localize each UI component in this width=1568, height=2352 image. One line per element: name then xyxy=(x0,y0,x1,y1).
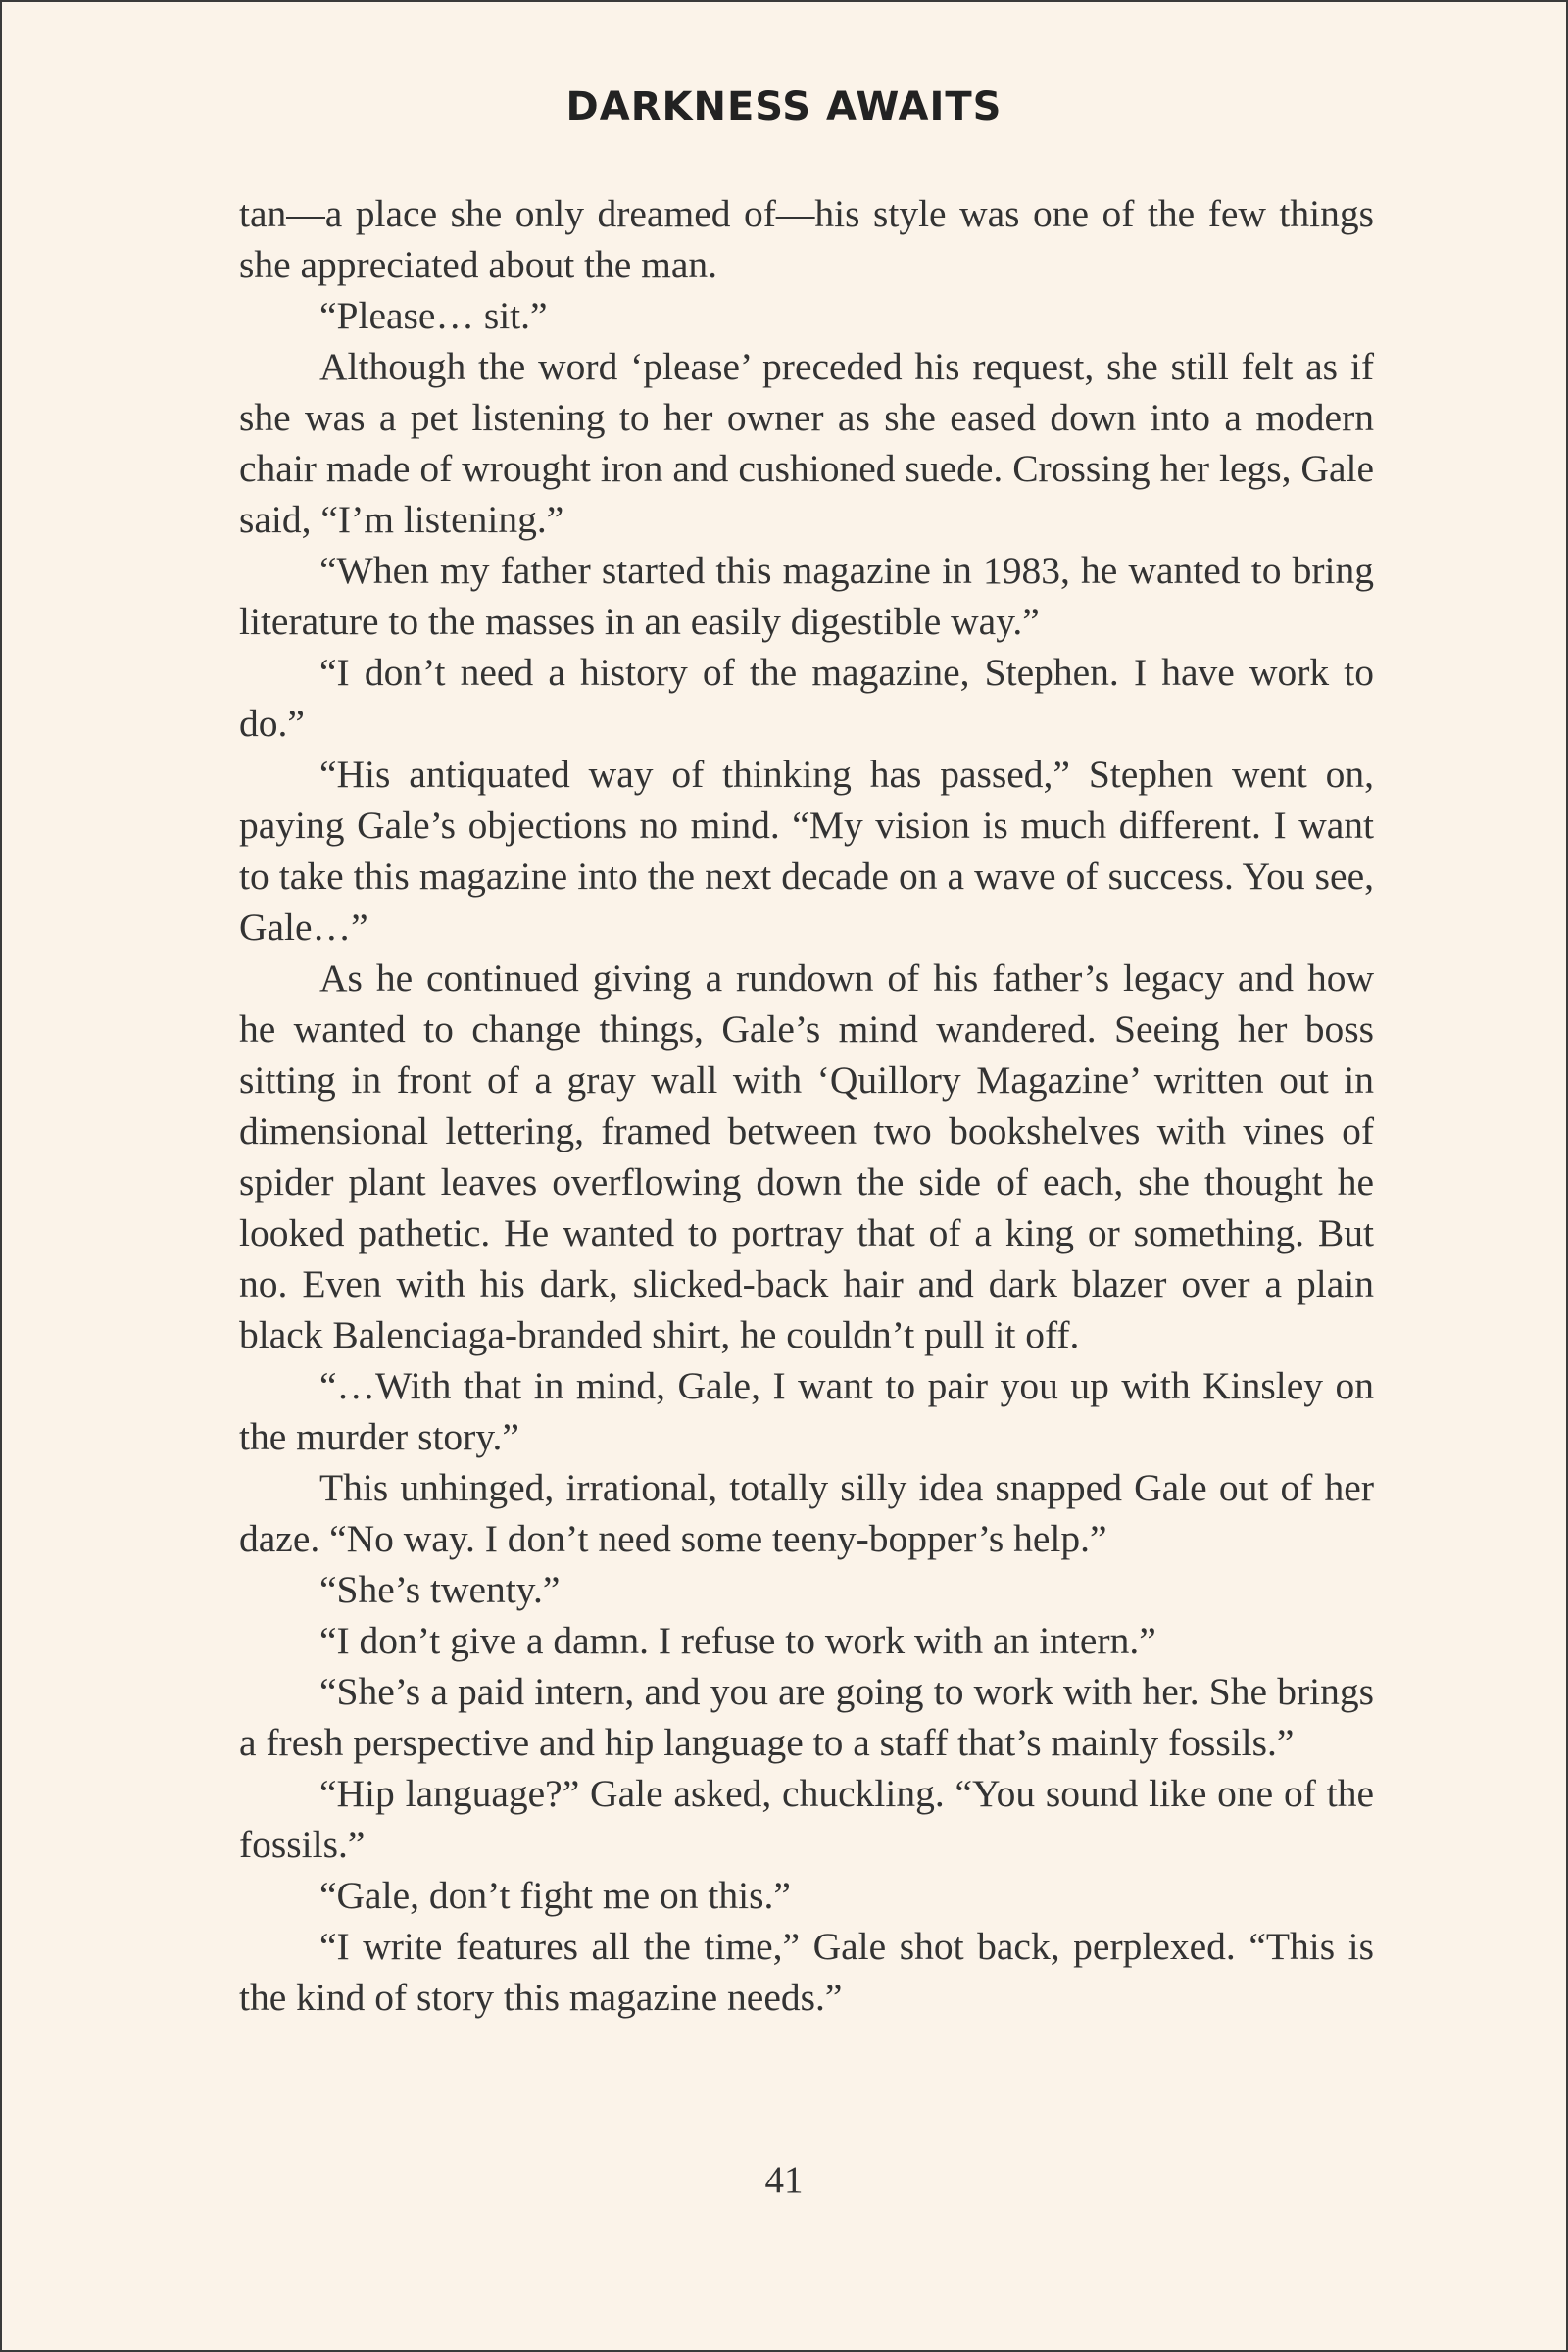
paragraph: As he continued giving a rundown of his father’s legacy and how he wanted to change things, Gale’s mind wandered. Seeing her boss sitting in front of a gray wall with ‘Quillory Magazine’ written out in dimensional lettering, framed between two bookshelves with vines of spider plant leaves overflowing down the side of each, she thought he looked pathetic. He wanted to portray that of a king or something. But no. Even with his dark, slicked-back hair and dark blazer over a plain black Balenciaga-branded shirt, he couldn’t pull it off. xyxy=(239,956,1374,1356)
body-text xyxy=(239,188,1374,2023)
paragraph: “Gale, don’t fight me on this.” xyxy=(319,1874,791,1917)
running-head-title: DARKNESS AWAITS xyxy=(565,84,1003,129)
paragraph: “She’s a paid intern, and you are going to work with her. She brings a fresh perspective and hip language to a staff that’s mainly fossils.” xyxy=(239,1670,1374,1764)
paragraph: This unhinged, irrational, totally silly idea snapped Gale out of her daze. “No way. I don’t need some teeny-bopper’s help.” xyxy=(239,1466,1374,1560)
paragraph: “His antiquated way of thinking has passed,” Stephen went on, paying Gale’s objections no mind. “My vision is much different. I want to take this magazine into the next decade on a wave of success. You see, Gale…” xyxy=(239,753,1374,949)
page-number: 41 xyxy=(764,2159,804,2201)
paragraph: “I don’t need a history of the magazine, Stephen. I have work to do.” xyxy=(239,651,1374,745)
paragraph: “I write features all the time,” Gale shot back, perplexed. “This is the kind of story this magazine needs.” xyxy=(239,1925,1374,2019)
paragraph: “Please… sit.” xyxy=(319,294,548,337)
paragraph: “…With that in mind, Gale, I want to pair you up with Kinsley on the murder story.” xyxy=(239,1364,1374,1458)
paragraph: tan—a place she only dreamed of—his style was one of the few things she appreciated about the man. xyxy=(239,192,1374,286)
paragraph: “She’s twenty.” xyxy=(319,1568,561,1611)
paragraph: “I don’t give a damn. I refuse to work with an intern.” xyxy=(319,1619,1156,1662)
paragraph: “Hip language?” Gale asked, chuckling. “You sound like one of the fossils.” xyxy=(239,1772,1374,1866)
paragraph: Although the word ‘please’ preceded his request, she still felt as if she was a pet listening to her owner as she eased down into a modern chair made of wrought iron and cushioned suede. Crossing her legs, Gale said, “I’m listening.” xyxy=(239,345,1374,541)
paragraph: “When my father started this magazine in 1983, he wanted to bring literature to the masses in an easily digestible way.” xyxy=(239,549,1374,643)
